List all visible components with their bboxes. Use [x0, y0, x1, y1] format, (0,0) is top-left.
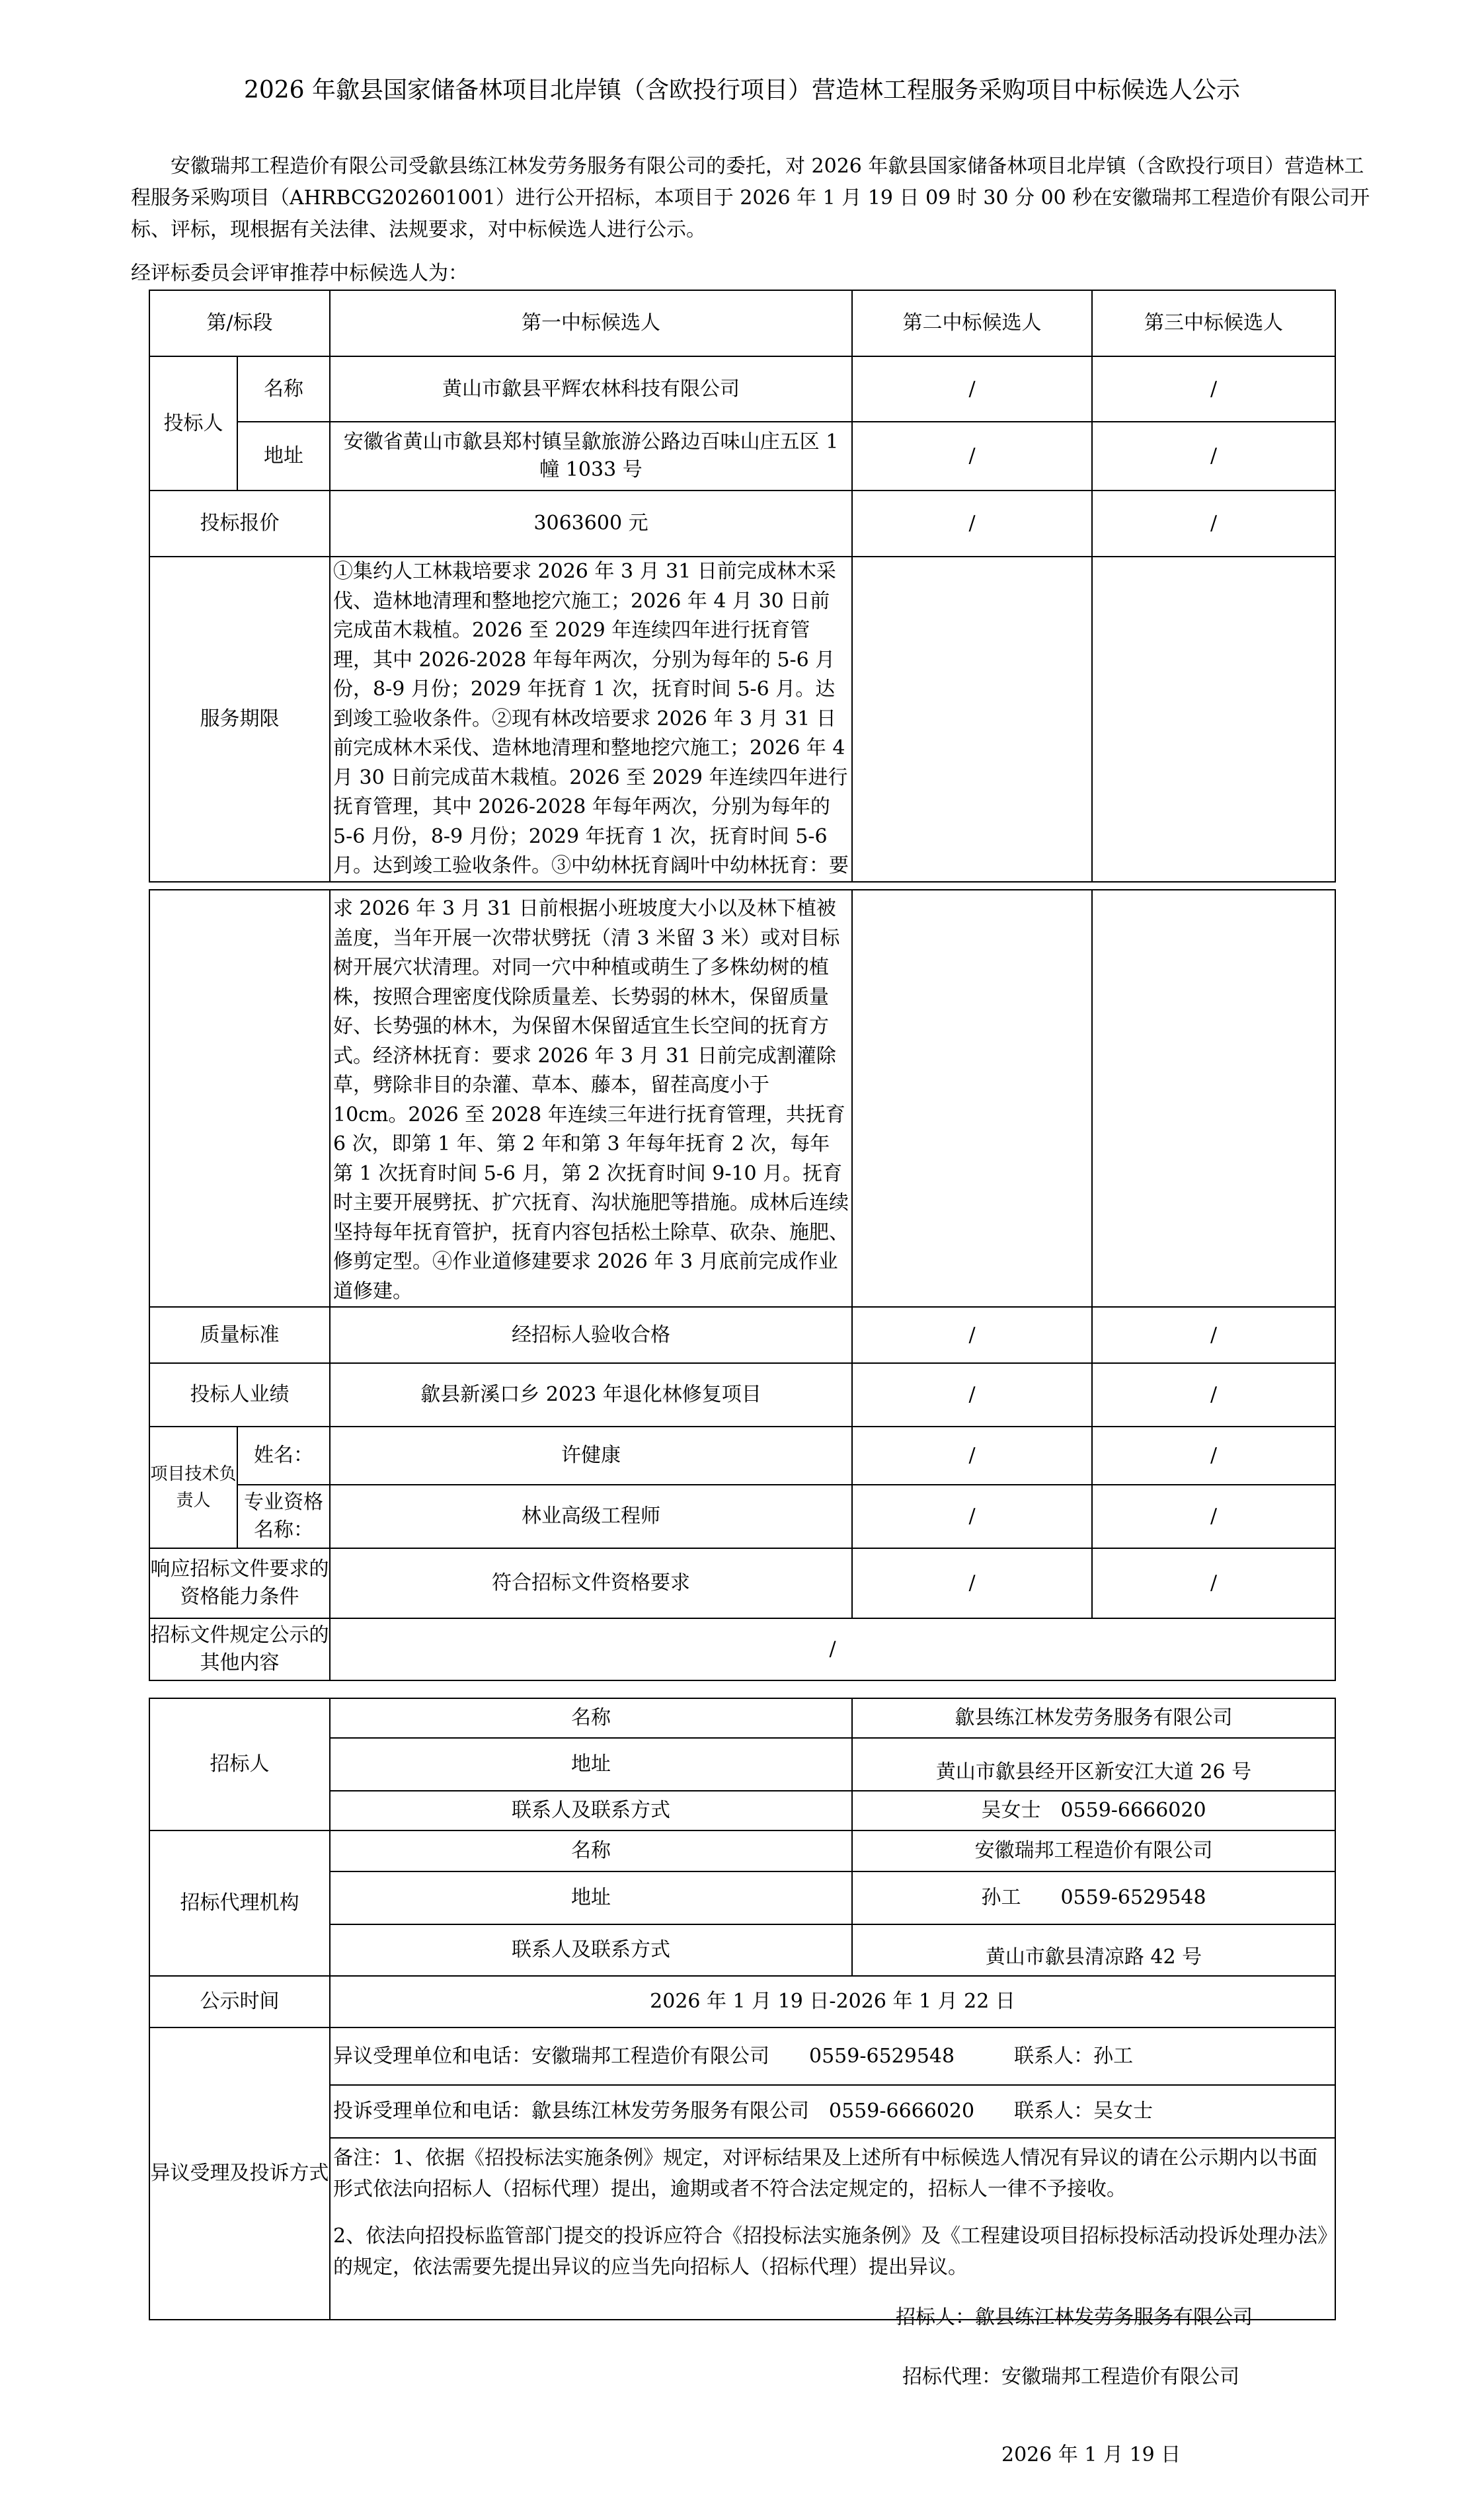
tender-info-table: [149, 1698, 1336, 2320]
tech-label: 项目技术负责人: [149, 1427, 237, 1548]
period-label: 公示时间: [149, 1976, 330, 2027]
objection-notes: [330, 2138, 1335, 2320]
tech-name-label: 姓名：: [237, 1427, 330, 1485]
agency-addr: 孙工 0559-6529548: [852, 1871, 1335, 1924]
quality-value: 经招标人验收合格: [330, 1307, 852, 1363]
slash-cell: /: [852, 1307, 1092, 1363]
header-first: 第一中标候选人: [330, 290, 852, 356]
service-text-part2: 求 2026 年 3 月 31 日前根据小班坡度大小以及林下植被盖度，当年开展一次带状劈抚（清 3 米留 3 米）或对目标树开展穴状清理。对同一穴中种植或萌生了多株幼树的植株，按照合理密度伐除质量差、长势弱的林木，保留质量好、长势强的林木，为保留木保留适宜生长空间的抚育方式。经济林抚育：要求 2026 年 3 月 31 日前完成割灌除草，劈除非目的杂灌、草本、藤本，留茬高度小于 10cm。2026 至 2028 年连续三年进行抚育管理，共抚育 6 次，即第 1 年、第 2 年和第 3 年每年抚育 2 次，每年第 1 次抚育时间 5-6 月，第 2 次抚育时间 9-10 月。抚育时主要开展劈抚、扩穴抚育、沟状施肥等措施。成林后连续坚持每年抚育管护，抚育内容包括松土除草、砍杂、施肥、修剪定型。④作业道修建要求 2026 年 3 月底前完成作业道修建。: [330, 890, 852, 1307]
objection-note2: 2、依法向招投标监管部门提交的投诉应符合《招投标法实施条例》及《工程建设项目招标投标活动投诉处理办法》的规定，依法需要先提出异议的应当先向招标人（招标代理）提出异议。: [333, 2224, 1328, 2279]
slash-cell: /: [852, 1427, 1092, 1485]
intro-label: 经评标委员会评审推荐中标候选人为：: [131, 262, 468, 285]
slash-cell: /: [1092, 1363, 1335, 1427]
objection-label: 异议受理及投诉方式: [149, 2027, 330, 2320]
response-value: 符合招标文件资格要求: [330, 1548, 852, 1618]
objection-line2: 投诉受理单位和电话：歙县练江林发劳务服务有限公司 0559-6666020 联系人：吴女士: [330, 2085, 1335, 2138]
price-label: 投标报价: [149, 491, 330, 557]
performance-label: 投标人业绩: [149, 1363, 330, 1427]
tenderer-contact: 吴女士 0559-6666020: [852, 1791, 1335, 1830]
slash-cell: /: [852, 1363, 1092, 1427]
tenderer-label: 招标人: [149, 1698, 330, 1830]
slash-cell: /: [1092, 1307, 1335, 1363]
period-value: 2026 年 1 月 19 日-2026 年 1 月 22 日: [330, 1976, 1335, 2027]
service-text-part1: ①集约人工林栽培要求 2026 年 3 月 31 日前完成林木采伐、造林地清理和整地挖穴施工；2026 年 4 月 30 日前完成苗木栽植。2026 至 2029 年连续四年进行抚育管理，其中 2026-2028 年每年两次，分别为每年的 5-6 月份，8-9 月份；2029 年抚育 1 次，抚育时间 5-6 月。达到竣工验收条件。②现有林改培要求 2026 年 3 月 31 日前完成林木采伐、造林地清理和整地挖穴施工；2026 年 4 月 30 日前完成苗木栽植。2026 至 2029 年连续四年进行抚育管理，其中 2026-2028 年每年两次，分别为每年的 5-6 月份，8-9 月份；2029 年抚育 1 次，抚育时间 5-6 月。达到竣工验收条件。③中幼林抚育阔叶中幼林抚育：要: [330, 557, 852, 882]
price-value: 3063600 元: [330, 491, 852, 557]
intro-paragraph: 安徽瑞邦工程造价有限公司受歙县练江林发劳务服务有限公司的委托，对 2026 年歙县国家储备林项目北岸镇（含欧投行项目）营造林工程服务采购项目（AHRBCG202601001）进行公开招标，本项目于 2026 年 1 月 19 日 09 时 30 分 00 秒在安徽瑞邦工程造价有限公司开标、评标，现根据有关法律、法规要求，对中标候选人进行公示。: [131, 155, 1370, 241]
slash-cell: /: [1092, 422, 1335, 491]
slash-cell: /: [1092, 1548, 1335, 1618]
slash-cell: /: [1092, 491, 1335, 557]
bidder-addr-label: 地址: [237, 422, 330, 491]
agency-contact-label: 联系人及联系方式: [330, 1924, 852, 1976]
agency-name: 安徽瑞邦工程造价有限公司: [852, 1830, 1335, 1871]
tenderer-name: 歙县练江林发劳务服务有限公司: [852, 1698, 1335, 1738]
slash-cell: /: [1092, 1485, 1335, 1548]
candidate-table-part2: [149, 889, 1336, 1681]
other-label: 招标文件规定公示的其他内容: [149, 1618, 330, 1680]
objection-note1: 备注：1、依据《招投标法实施条例》规定，对评标结果及上述所有中标候选人情况有异议的请在公示期内以书面形式依法向招标人（招标代理）提出，逾期或者不符合法定规定的，招标人一律不予接收。: [333, 2146, 1318, 2201]
tech-qual: 林业高级工程师: [330, 1485, 852, 1548]
tenderer-addr-label: 地址: [330, 1738, 852, 1791]
slash-cell: /: [852, 1548, 1092, 1618]
tech-name: 许健康: [330, 1427, 852, 1485]
agency-label: 招标代理机构: [149, 1830, 330, 1976]
header-segment: 第/标段: [149, 290, 330, 356]
candidate-table-part1: [149, 290, 1336, 883]
service-label: 服务期限: [149, 557, 330, 882]
agency-contact: 黄山市歙县清凉路 42 号: [852, 1924, 1335, 1976]
header-second: 第二中标候选人: [852, 290, 1092, 356]
tech-qual-label: 专业资格名称：: [237, 1485, 330, 1548]
footer-date: 2026 年 1 月 19 日: [1001, 2443, 1181, 2466]
agency-name-label: 名称: [330, 1830, 852, 1871]
tenderer-contact-label: 联系人及联系方式: [330, 1791, 852, 1830]
slash-cell: /: [1092, 356, 1335, 422]
agency-addr-label: 地址: [330, 1871, 852, 1924]
tenderer-addr: 黄山市歙县经开区新安江大道 26 号: [852, 1738, 1335, 1791]
slash-cell: /: [852, 356, 1092, 422]
slash-cell: /: [1092, 1427, 1335, 1485]
slash-cell: /: [852, 491, 1092, 557]
bidder-name: 黄山市歙县平辉农林科技有限公司: [330, 356, 852, 422]
slash-cell: /: [852, 1485, 1092, 1548]
page-title: 2026 年歙县国家储备林项目北岸镇（含欧投行项目）营造林工程服务采购项目中标候选人公示: [243, 77, 1241, 104]
footer-agency: 招标代理：安徽瑞邦工程造价有限公司: [902, 2365, 1239, 2388]
bidder-addr: 安徽省黄山市歙县郑村镇呈歙旅游公路边百味山庄五区 1 幢 1033 号: [330, 422, 852, 491]
objection-line1: 异议受理单位和电话：安徽瑞邦工程造价有限公司 0559-6529548 联系人：孙工: [330, 2027, 1335, 2085]
other-value: /: [330, 1618, 1335, 1680]
quality-label: 质量标准: [149, 1307, 330, 1363]
tenderer-name-label: 名称: [330, 1698, 852, 1738]
bidder-name-label: 名称: [237, 356, 330, 422]
response-label: 响应招标文件要求的资格能力条件: [149, 1548, 330, 1618]
bidder-label: 投标人: [149, 356, 237, 491]
header-third: 第三中标候选人: [1092, 290, 1335, 356]
footer-tenderer: 招标人：歙县练江林发劳务服务有限公司: [896, 2306, 1253, 2329]
slash-cell: /: [852, 422, 1092, 491]
performance-value: 歙县新溪口乡 2023 年退化林修复项目: [330, 1363, 852, 1427]
